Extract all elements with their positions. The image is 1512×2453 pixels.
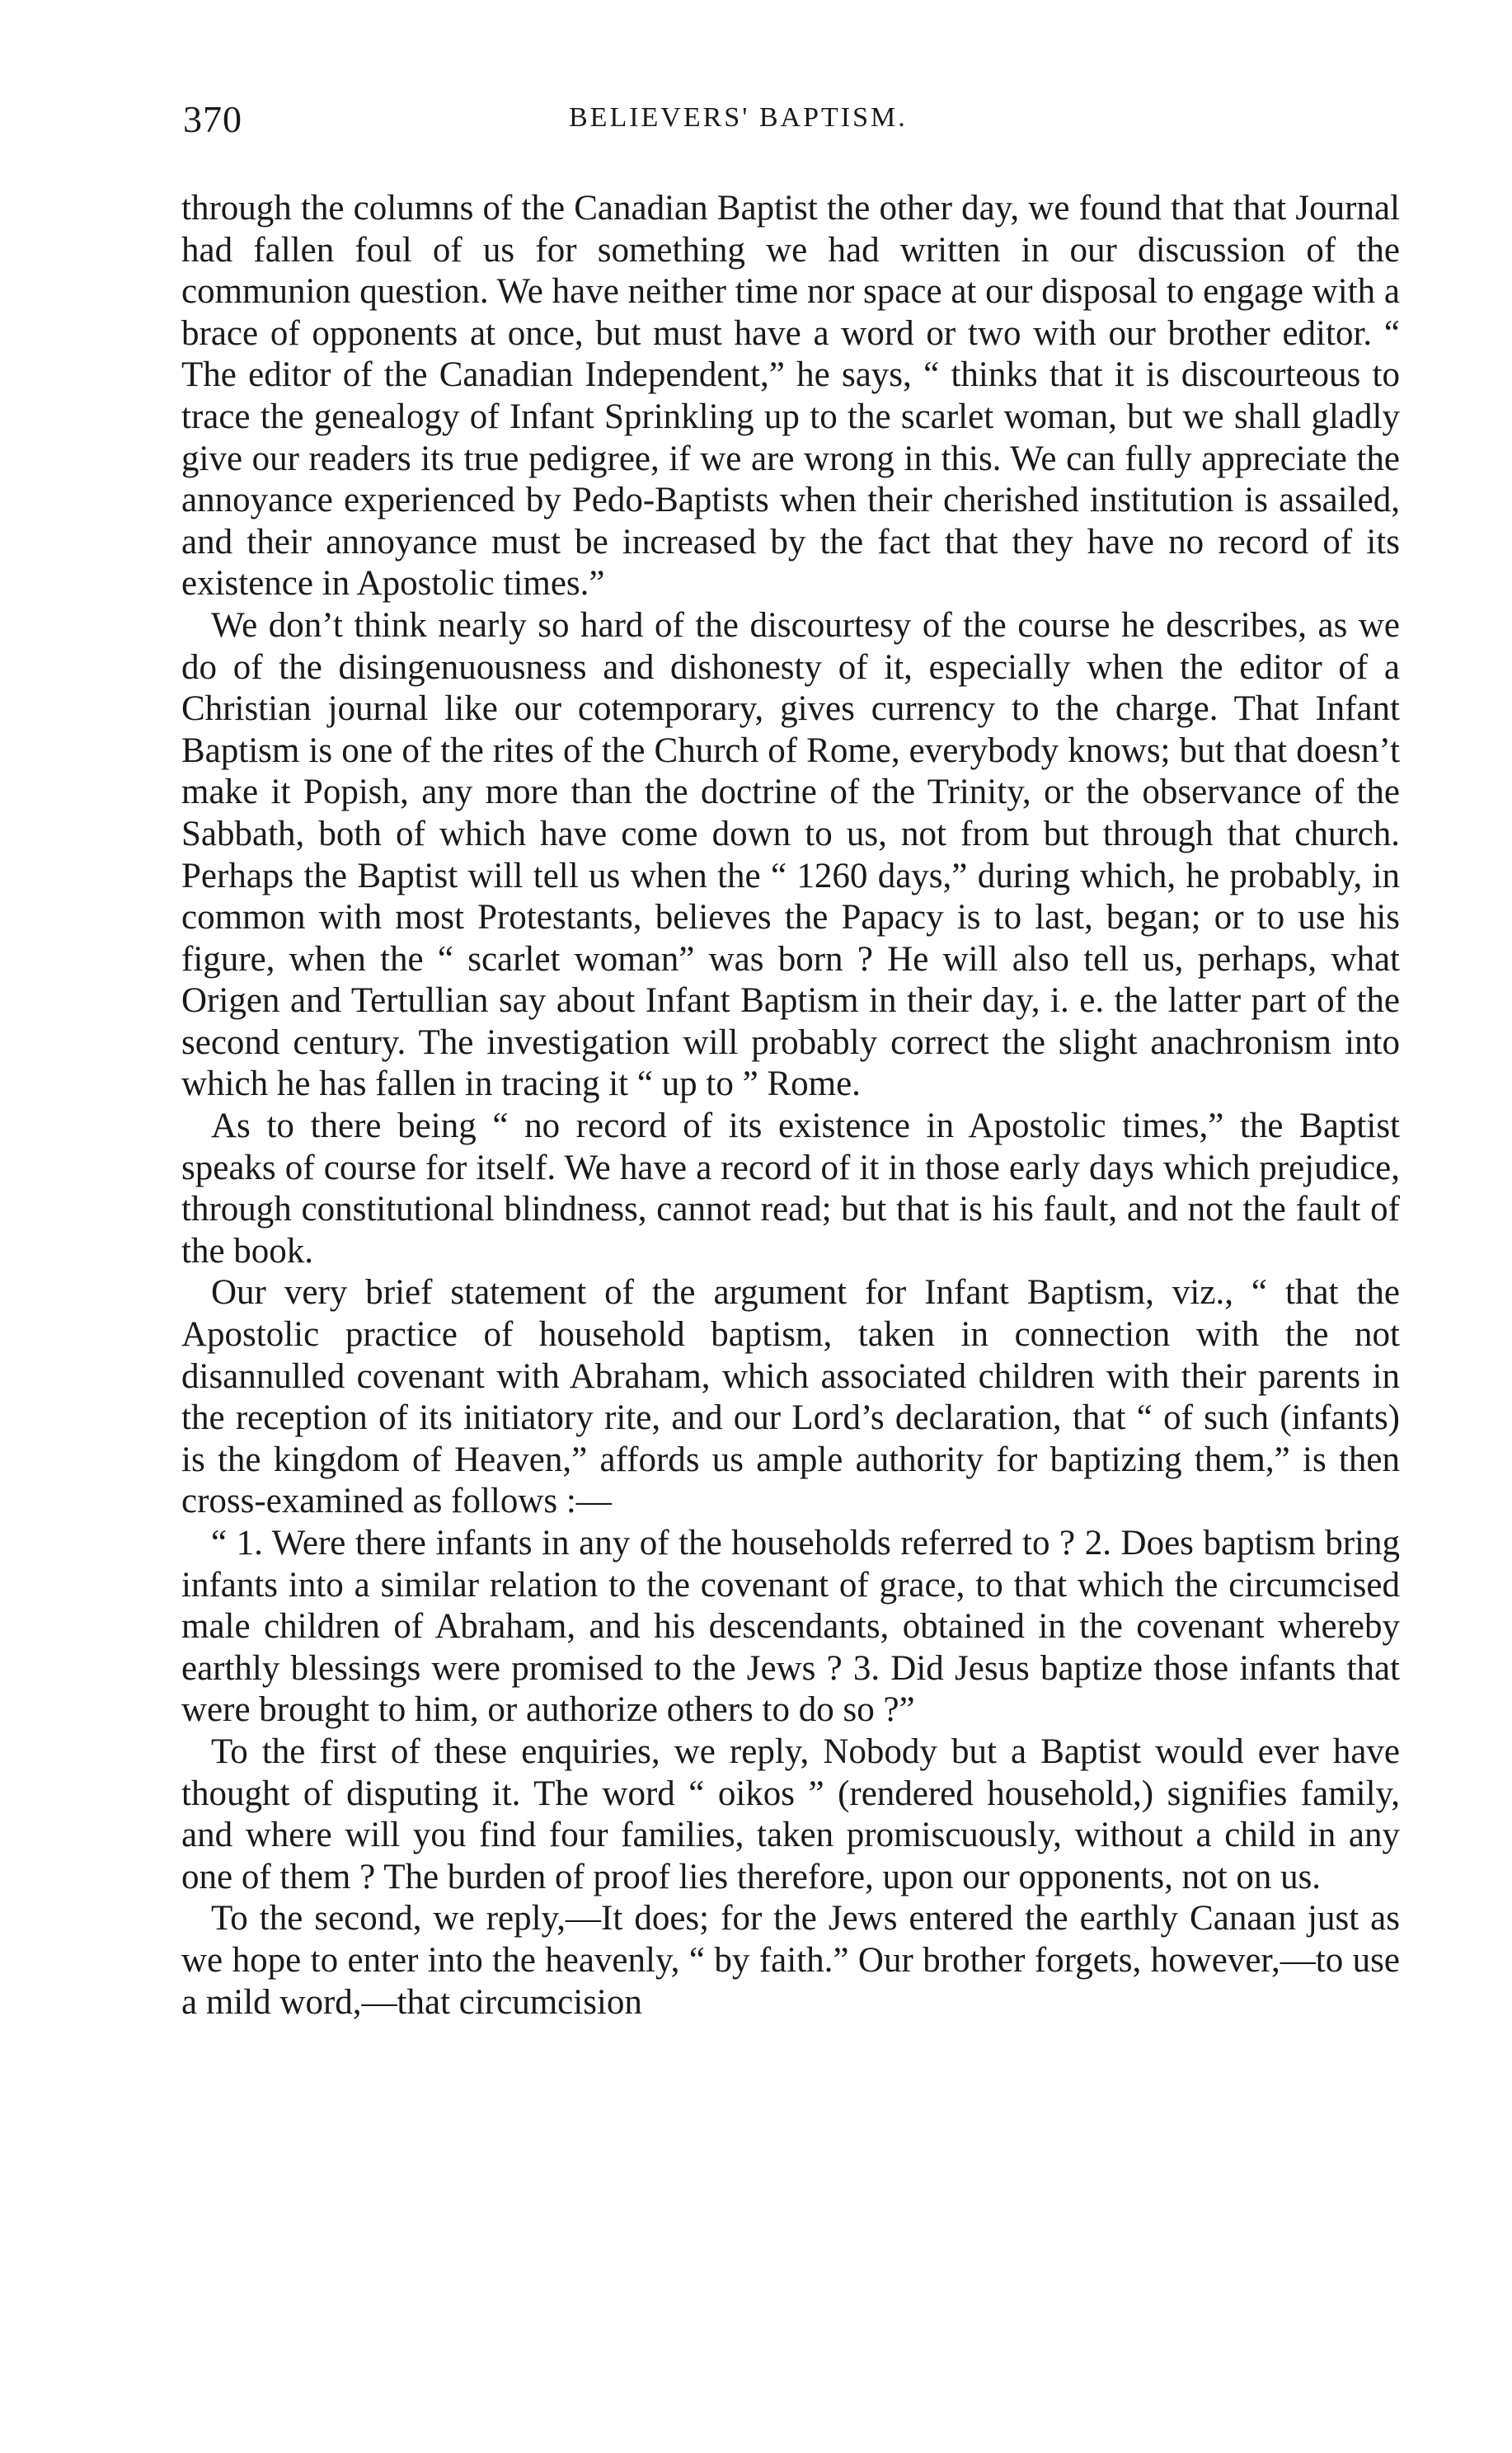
paragraph-first-reply: To the first of these enquiries, we reply, Nobody but a Baptist would ever have thought of disputing it. The word “ oikos ” (rendered household,) signifies family, and where will you find four families, taken promiscuously, without a child in any one of them ? The burden of proof lies therefore, upon our opponents, not on us. [181, 1732, 1400, 1896]
paragraph-argument: Our very brief statement of the argument for Infant Baptism, viz., “ that the Apostolic practice of household baptism, taken in connection with the not disannulled covenant with Abraham, which associated children with their parents in the reception of its initiatory rite, and our Lord’s declaration, that “ of such (infants) is the kingdom of Heaven,” affords us ample authority for baptizing them,” is then cross-examined as follows :— [181, 1273, 1400, 1521]
paragraph-continuation: through the columns of the Canadian Baptist the other day, we found that that Journal had fallen foul of us for something we had written in our discussion of the communion question. We have neither time nor space at our disposal to engage with a brace of opponents at once, but must have a word or two with our brother editor. “ The editor of the Canadian Independent,” he says, “ thinks that it is discourteous to trace the genealogy of Infant Sprinkling up to the scarlet woman, but we shall gladly give our readers its true pedigree, if we are wrong in this. We can fully appreciate the annoyance experienced by Pedo-Baptists when their cherished institution is assailed, and their annoyance must be increased by the fact that they have no record of its existence in Apostolic times.” [181, 189, 1400, 604]
page-header [181, 97, 1400, 155]
paragraph-questions: “ 1. Were there infants in any of the households referred to ? 2. Does baptism bring infants into a similar relation to the covenant of grace, to that which the circumcised male children of Abraham, and his descendants, obtained in the covenant whereby earthly blessings were promised to the Jews ? 3. Did Jesus baptize those infants that were brought to him, or authorize others to do so ?” [181, 1524, 1400, 1730]
book-page [181, 97, 1400, 2023]
page-number: 370 [183, 98, 242, 140]
paragraph-discourtesy: We don’t think nearly so hard of the discourtesy of the course he describes, as we do of the disingenuousness and dishonesty of it, especially when the editor of a Christian journal like our cotemporary, gives currency to the charge. That Infant Baptism is one of the rites of the Church of Rome, everybody knows; but that doesn’t make it Popish, any more than the doctrine of the Trinity, or the observance of the Sabbath, both of which have come down to us, not from but through that church. Perhaps the Baptist will tell us when the “ 1260 days,” during which, he probably, in common with most Protestants, believes the Papacy is to last, began; or to use his figure, when the “ scarlet woman” was born ? He will also tell us, perhaps, what Origen and Tertullian say about Infant Baptism in their day, i. e. the latter part of the second century. The investigation will probably correct the slight anachronism into which he has fallen in tracing it “ up to ” Rome. [181, 605, 1400, 1104]
body-text [181, 188, 1400, 2023]
running-title: BELIEVERS' BAPTISM. [569, 102, 908, 133]
paragraph-second-reply: To the second, we reply,—It does; for the Jews entered the earthly Canaan just as we hope to enter into the heavenly, “ by faith.” Our brother forgets, however,—to use a mild word,—that circumcision [181, 1899, 1400, 2022]
paragraph-no-record: As to there being “ no record of its existence in Apostolic times,” the Baptist speaks of course for itself. We have a record of it in those early days which prejudice, through constitutional blindness, cannot read; but that is his fault, and not the fault of the book. [181, 1107, 1400, 1271]
